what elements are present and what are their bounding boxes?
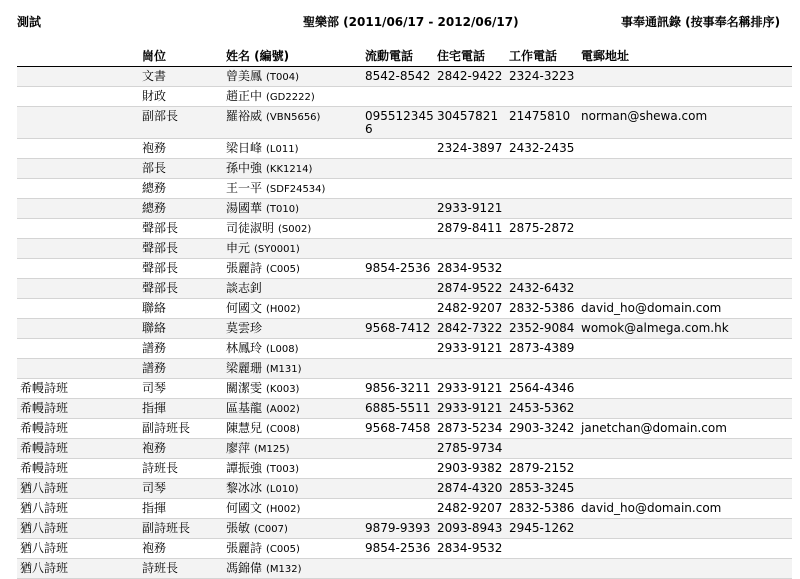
group-cell	[17, 299, 139, 319]
role-cell: 部長	[139, 159, 223, 179]
group-cell: 猶八詩班	[17, 519, 139, 539]
person-name: 羅裕威	[226, 109, 263, 123]
person-name: 譚振強	[226, 461, 263, 475]
table-row	[17, 339, 792, 359]
table-row	[17, 439, 792, 459]
work-phone-cell	[506, 239, 578, 259]
work-phone-cell: 2832-5386	[506, 299, 578, 319]
work-phone-cell: 2432-6432	[506, 279, 578, 299]
role-cell: 副詩班長	[139, 519, 223, 539]
person-name: 孫中強	[226, 161, 263, 175]
work-phone-cell: 2352-9084	[506, 319, 578, 339]
email-cell	[578, 439, 792, 459]
member-code: (VBN5656)	[266, 112, 321, 123]
home-phone-cell: 2842-9422	[434, 67, 506, 87]
role-cell: 聲部長	[139, 279, 223, 299]
home-phone-cell: 2093-8943	[434, 519, 506, 539]
group-cell: 希幔詩班	[17, 419, 139, 439]
email-cell: david_ho@domain.com	[578, 299, 792, 319]
work-phone-cell: 2853-3245	[506, 479, 578, 499]
person-name: 梁麗珊	[226, 361, 263, 375]
email-cell	[578, 139, 792, 159]
home-phone-cell	[434, 87, 506, 107]
home-phone-cell: 2842-7322	[434, 319, 506, 339]
person-name: 何國文	[226, 301, 263, 315]
report-title: 事奉通訊錄 (按事奉名稱排序)	[621, 15, 781, 29]
mobile-cell: 9879-9393	[362, 519, 434, 539]
group-cell	[17, 219, 139, 239]
mobile-cell	[362, 439, 434, 459]
mobile-cell: 9568-7458	[362, 419, 434, 439]
home-phone-cell	[434, 179, 506, 199]
name-cell	[223, 339, 362, 359]
group-cell	[17, 67, 139, 87]
table-row	[17, 379, 792, 399]
group-cell: 猶八詩班	[17, 559, 139, 579]
role-cell: 聲部長	[139, 259, 223, 279]
email-cell	[578, 539, 792, 559]
role-cell: 副部長	[139, 107, 223, 139]
work-phone-cell	[506, 87, 578, 107]
name-cell	[223, 359, 362, 379]
mobile-cell: 9854-2536	[362, 539, 434, 559]
work-phone-cell	[506, 259, 578, 279]
email-cell	[578, 199, 792, 219]
work-phone-cell: 2879-2152	[506, 459, 578, 479]
member-code: (T004)	[266, 72, 300, 83]
column-header-name: 姓名 (編號)	[223, 47, 362, 67]
work-phone-cell: 2324-3223	[506, 67, 578, 87]
name-cell	[223, 519, 362, 539]
person-name: 湯國華	[226, 201, 263, 215]
mobile-cell	[362, 179, 434, 199]
work-phone-cell	[506, 359, 578, 379]
contact-roster-table	[17, 47, 792, 579]
member-code: (C005)	[266, 264, 300, 275]
person-name: 張敏	[226, 521, 251, 535]
table-row	[17, 139, 792, 159]
work-phone-cell: 2453-5362	[506, 399, 578, 419]
name-cell	[223, 459, 362, 479]
table-row	[17, 559, 792, 579]
name-cell	[223, 399, 362, 419]
role-cell: 總務	[139, 199, 223, 219]
name-cell	[223, 67, 362, 87]
group-cell: 希幔詩班	[17, 439, 139, 459]
person-name: 趙正中	[226, 89, 263, 103]
work-phone-cell	[506, 559, 578, 579]
member-code: (L008)	[266, 344, 299, 355]
person-name: 司徒淑明	[226, 221, 275, 235]
mobile-cell	[362, 159, 434, 179]
work-phone-cell: 2903-3242	[506, 419, 578, 439]
group-cell	[17, 259, 139, 279]
role-cell: 譜務	[139, 339, 223, 359]
home-phone-cell: 2785-9734	[434, 439, 506, 459]
group-cell	[17, 199, 139, 219]
mobile-cell: 9568-7412	[362, 319, 434, 339]
member-code: (M131)	[266, 364, 302, 375]
table-row	[17, 359, 792, 379]
home-phone-cell: 2324-3897	[434, 139, 506, 159]
name-cell	[223, 499, 362, 519]
person-name: 何國文	[226, 501, 263, 515]
report-church-name: 測試	[17, 15, 42, 29]
home-phone-cell	[434, 239, 506, 259]
role-cell: 總務	[139, 179, 223, 199]
member-code: (S002)	[278, 224, 312, 235]
work-phone-cell: 2875-2872	[506, 219, 578, 239]
table-row	[17, 67, 792, 87]
person-name: 梁日峰	[226, 141, 263, 155]
work-phone-cell: 2832-5386	[506, 499, 578, 519]
column-header-home-phone: 住宅電話	[434, 47, 506, 67]
email-cell	[578, 459, 792, 479]
home-phone-cell: 2482-9207	[434, 499, 506, 519]
table-row	[17, 479, 792, 499]
mobile-cell	[362, 87, 434, 107]
person-name: 陳慧兒	[226, 421, 263, 435]
person-name: 區基龍	[226, 401, 263, 415]
mobile-cell	[362, 299, 434, 319]
role-cell: 詩班長	[139, 459, 223, 479]
person-name: 談志釗	[226, 281, 263, 295]
person-name: 廖萍	[226, 441, 251, 455]
role-cell: 聯絡	[139, 319, 223, 339]
report-department-period: 聖樂部 (2011/06/17 - 2012/06/17)	[303, 15, 519, 29]
group-cell: 猶八詩班	[17, 499, 139, 519]
member-code: (GD2222)	[266, 92, 315, 103]
column-header-mobile: 流動電話	[362, 47, 434, 67]
group-cell: 希幔詩班	[17, 379, 139, 399]
home-phone-cell: 2933-9121	[434, 199, 506, 219]
column-header-group	[17, 47, 139, 67]
column-header-work-phone: 工作電話	[506, 47, 578, 67]
table-row	[17, 107, 792, 139]
person-name: 張麗詩	[226, 541, 263, 555]
member-code: (C007)	[254, 524, 288, 535]
name-cell	[223, 299, 362, 319]
group-cell: 猶八詩班	[17, 479, 139, 499]
table-row	[17, 419, 792, 439]
mobile-cell: 9854-2536	[362, 259, 434, 279]
member-code: (SY0001)	[254, 244, 300, 255]
name-cell	[223, 259, 362, 279]
mobile-cell: 0955123456	[362, 107, 434, 139]
member-code: (M132)	[266, 564, 302, 575]
home-phone-cell: 2903-9382	[434, 459, 506, 479]
home-phone-cell	[434, 159, 506, 179]
email-cell	[578, 559, 792, 579]
person-name: 申元	[226, 241, 251, 255]
table-row	[17, 399, 792, 419]
mobile-cell	[362, 359, 434, 379]
name-cell	[223, 379, 362, 399]
role-cell: 譜務	[139, 359, 223, 379]
table-row	[17, 159, 792, 179]
name-cell	[223, 199, 362, 219]
name-cell	[223, 479, 362, 499]
home-phone-cell: 2879-8411	[434, 219, 506, 239]
table-row	[17, 239, 792, 259]
work-phone-cell	[506, 439, 578, 459]
name-cell	[223, 319, 362, 339]
person-name: 王一平	[226, 181, 263, 195]
person-name: 張麗詩	[226, 261, 263, 275]
name-cell	[223, 279, 362, 299]
email-cell	[578, 399, 792, 419]
email-cell	[578, 179, 792, 199]
email-cell	[578, 87, 792, 107]
mobile-cell	[362, 279, 434, 299]
work-phone-cell: 2945-1262	[506, 519, 578, 539]
home-phone-cell: 2482-9207	[434, 299, 506, 319]
email-cell	[578, 159, 792, 179]
mobile-cell	[362, 139, 434, 159]
name-cell	[223, 439, 362, 459]
table-row	[17, 319, 792, 339]
mobile-cell	[362, 499, 434, 519]
group-cell: 猶八詩班	[17, 539, 139, 559]
table-row	[17, 499, 792, 519]
name-cell	[223, 87, 362, 107]
member-code: (KK1214)	[266, 164, 313, 175]
roster-body	[17, 67, 792, 579]
mobile-cell	[362, 199, 434, 219]
group-cell	[17, 87, 139, 107]
member-code: (T010)	[266, 204, 300, 215]
email-cell	[578, 219, 792, 239]
table-row	[17, 539, 792, 559]
work-phone-cell	[506, 159, 578, 179]
home-phone-cell	[434, 359, 506, 379]
member-code: (T003)	[266, 464, 300, 475]
home-phone-cell: 2874-9522	[434, 279, 506, 299]
email-cell	[578, 279, 792, 299]
work-phone-cell	[506, 179, 578, 199]
group-cell	[17, 159, 139, 179]
table-row	[17, 259, 792, 279]
work-phone-cell: 2432-2435	[506, 139, 578, 159]
work-phone-cell: 2873-4389	[506, 339, 578, 359]
group-cell	[17, 319, 139, 339]
group-cell	[17, 339, 139, 359]
member-code: (A002)	[266, 404, 300, 415]
table-row	[17, 219, 792, 239]
member-code: (L011)	[266, 144, 299, 155]
group-cell	[17, 179, 139, 199]
role-cell: 聯絡	[139, 299, 223, 319]
email-cell	[578, 519, 792, 539]
role-cell: 聲部長	[139, 239, 223, 259]
home-phone-cell: 2874-4320	[434, 479, 506, 499]
table-row	[17, 179, 792, 199]
person-name: 馮錦偉	[226, 561, 263, 575]
home-phone-cell: 2933-9121	[434, 399, 506, 419]
work-phone-cell: 2564-4346	[506, 379, 578, 399]
home-phone-cell	[434, 559, 506, 579]
person-name: 黎冰冰	[226, 481, 263, 495]
home-phone-cell: 30457821	[434, 107, 506, 139]
member-code: (C005)	[266, 544, 300, 555]
table-row	[17, 519, 792, 539]
work-phone-cell	[506, 539, 578, 559]
name-cell	[223, 139, 362, 159]
group-cell	[17, 239, 139, 259]
role-cell: 袍務	[139, 139, 223, 159]
member-code: (C008)	[266, 424, 300, 435]
home-phone-cell: 2933-9121	[434, 379, 506, 399]
email-cell	[578, 67, 792, 87]
person-name: 莫雲珍	[226, 321, 263, 335]
email-cell: womok@almega.com.hk	[578, 319, 792, 339]
column-header-role: 崗位	[139, 47, 223, 67]
name-cell	[223, 219, 362, 239]
table-row	[17, 279, 792, 299]
home-phone-cell: 2873-5234	[434, 419, 506, 439]
member-code: (H002)	[266, 304, 301, 315]
member-code: (L010)	[266, 484, 299, 495]
mobile-cell	[362, 339, 434, 359]
person-name: 林鳳玲	[226, 341, 263, 355]
role-cell: 聲部長	[139, 219, 223, 239]
mobile-cell	[362, 239, 434, 259]
column-header-email: 電郵地址	[578, 47, 792, 67]
group-cell: 希幔詩班	[17, 399, 139, 419]
name-cell	[223, 107, 362, 139]
member-code: (K003)	[266, 384, 300, 395]
role-cell: 指揮	[139, 499, 223, 519]
mobile-cell	[362, 219, 434, 239]
mobile-cell	[362, 479, 434, 499]
name-cell	[223, 239, 362, 259]
name-cell	[223, 159, 362, 179]
person-name: 曾美鳳	[226, 69, 263, 83]
mobile-cell: 6885-5511	[362, 399, 434, 419]
table-row	[17, 87, 792, 107]
home-phone-cell: 2834-9532	[434, 259, 506, 279]
role-cell: 司琴	[139, 379, 223, 399]
mobile-cell	[362, 459, 434, 479]
email-cell	[578, 339, 792, 359]
member-code: (H002)	[266, 504, 301, 515]
group-cell	[17, 279, 139, 299]
name-cell	[223, 559, 362, 579]
group-cell	[17, 359, 139, 379]
name-cell	[223, 179, 362, 199]
table-row	[17, 459, 792, 479]
role-cell: 袍務	[139, 439, 223, 459]
mobile-cell	[362, 559, 434, 579]
work-phone-cell: 21475810	[506, 107, 578, 139]
email-cell	[578, 259, 792, 279]
email-cell	[578, 239, 792, 259]
group-cell: 希幔詩班	[17, 459, 139, 479]
email-cell: david_ho@domain.com	[578, 499, 792, 519]
table-row	[17, 299, 792, 319]
work-phone-cell	[506, 199, 578, 219]
email-cell	[578, 479, 792, 499]
home-phone-cell: 2933-9121	[434, 339, 506, 359]
group-cell	[17, 139, 139, 159]
mobile-cell: 8542-8542	[362, 67, 434, 87]
member-code: (SDF24534)	[266, 184, 326, 195]
email-cell	[578, 379, 792, 399]
email-cell: norman@shewa.com	[578, 107, 792, 139]
name-cell	[223, 419, 362, 439]
table-row	[17, 199, 792, 219]
member-code: (M125)	[254, 444, 290, 455]
role-cell: 詩班長	[139, 559, 223, 579]
email-cell: janetchan@domain.com	[578, 419, 792, 439]
role-cell: 袍務	[139, 539, 223, 559]
role-cell: 副詩班長	[139, 419, 223, 439]
role-cell: 司琴	[139, 479, 223, 499]
name-cell	[223, 539, 362, 559]
person-name: 關潔雯	[226, 381, 263, 395]
email-cell	[578, 359, 792, 379]
group-cell	[17, 107, 139, 139]
role-cell: 指揮	[139, 399, 223, 419]
role-cell: 文書	[139, 67, 223, 87]
role-cell: 財政	[139, 87, 223, 107]
table-header-row	[17, 47, 792, 67]
mobile-cell: 9856-3211	[362, 379, 434, 399]
home-phone-cell: 2834-9532	[434, 539, 506, 559]
